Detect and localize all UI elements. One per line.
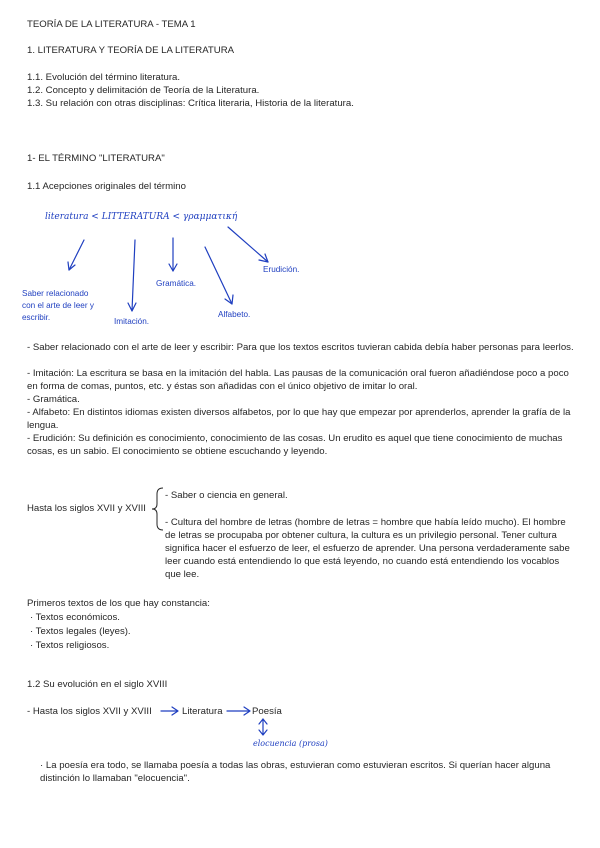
branch-saber: Saber relacionado con el arte de leer y escribir. xyxy=(22,289,94,322)
arrow-to-literatura xyxy=(161,707,178,715)
brace-item-cultura: - Cultura del hombre de letras (hombre de letras = hombre que había leído mucho). El hombre de letras se procupaba por obtener cultura, la cultura es un privilegio personal. Tener cultura significa hacer el esfuerzo de leer, el esfuerzo de aprender. Una persona verdaderamente sabe leer cuando está entendiendo lo que está leyendo, no cuando está entendiendo los vocablos que lee. xyxy=(165,517,570,580)
branch-alfabeto: Alfabeto. xyxy=(218,310,251,319)
arrow-poesia-elocuencia xyxy=(259,719,267,735)
diagram-root: literatura < LITTERATURA < γραμματική xyxy=(45,212,238,222)
subheading-evolucion: 1.2 Su evolución en el siglo XVIII xyxy=(27,679,168,690)
arrow-to-poesia xyxy=(227,707,250,715)
heading-termino: 1- EL TÉRMINO "LITERATURA" xyxy=(27,153,165,164)
index-item: 1.2. Concepto y delimitación de Teoría de la Literatura. xyxy=(27,85,260,96)
evolution-poesia: Poesía xyxy=(252,706,282,717)
def-saber: - Saber relacionado con el arte de leer y escribir: Para que los textos escritos tuvieran cabida debía haber personas para leerlos. xyxy=(27,342,574,353)
evolution-elocuencia: elocuencia (prosa) xyxy=(253,739,328,748)
page-title: TEORÍA DE LA LITERATURA - TEMA 1 xyxy=(27,19,196,30)
brace-label: Hasta los siglos XVII y XVIII xyxy=(27,503,146,514)
def-alfabeto: - Alfabeto: En distintos idiomas existen diversos alfabetos, por lo que hay que empezar por aprenderlos, aprender la grafía de la lengua. xyxy=(27,407,571,431)
evolution-literatura: Literatura xyxy=(182,706,223,717)
branch-erudicion: Erudición. xyxy=(263,265,300,274)
brace-item-saber: - Saber o ciencia en general. xyxy=(165,490,288,501)
index-item: 1.3. Su relación con otras disciplinas: Crítica literaria, Historia de la literatura. xyxy=(27,98,354,109)
first-texts-intro: Primeros textos de los que hay constancia: xyxy=(27,598,210,609)
final-note: · La poesía era todo, se llamaba poesía a todas las obras, estuvieran como estuvieran escritos. Si querían hacer alguna distinción lo llamaban "elocuencia". xyxy=(40,760,551,784)
index-item: 1.1. Evolución del término literatura. xyxy=(27,72,181,83)
first-text-item: · Textos económicos. xyxy=(30,612,120,623)
first-text-item: · Textos religiosos. xyxy=(30,640,110,651)
subheading-acepciones: 1.1 Acepciones originales del término xyxy=(27,181,186,192)
branch-gramatica: Gramática. xyxy=(156,279,197,288)
section-header: 1. LITERATURA Y TEORÍA DE LA LITERATURA xyxy=(27,45,235,56)
evolution-prefix: - Hasta los siglos XVII y XVIII xyxy=(27,706,152,717)
def-imitacion: - Imitación: La escritura se basa en la imitación del habla. Las pausas de la comunicación oral fueron añadiéndose poco a poco en forma de comas, puntos, etc. y éstas son añadidas con el único objetivo de imitar lo oral. xyxy=(27,368,569,392)
def-gramatica: - Gramática. xyxy=(27,394,80,405)
branch-imitacion: Imitación. xyxy=(114,317,150,326)
def-erudicion: - Erudición: Su definición es conocimiento, conocimiento de las cosas. Un erudito es aquel que tiene conocimiento de muchas cosas, es un sabio. El conocimiento se obtiene escuchando y leyendo. xyxy=(27,433,563,457)
first-text-item: · Textos legales (leyes). xyxy=(30,626,131,637)
